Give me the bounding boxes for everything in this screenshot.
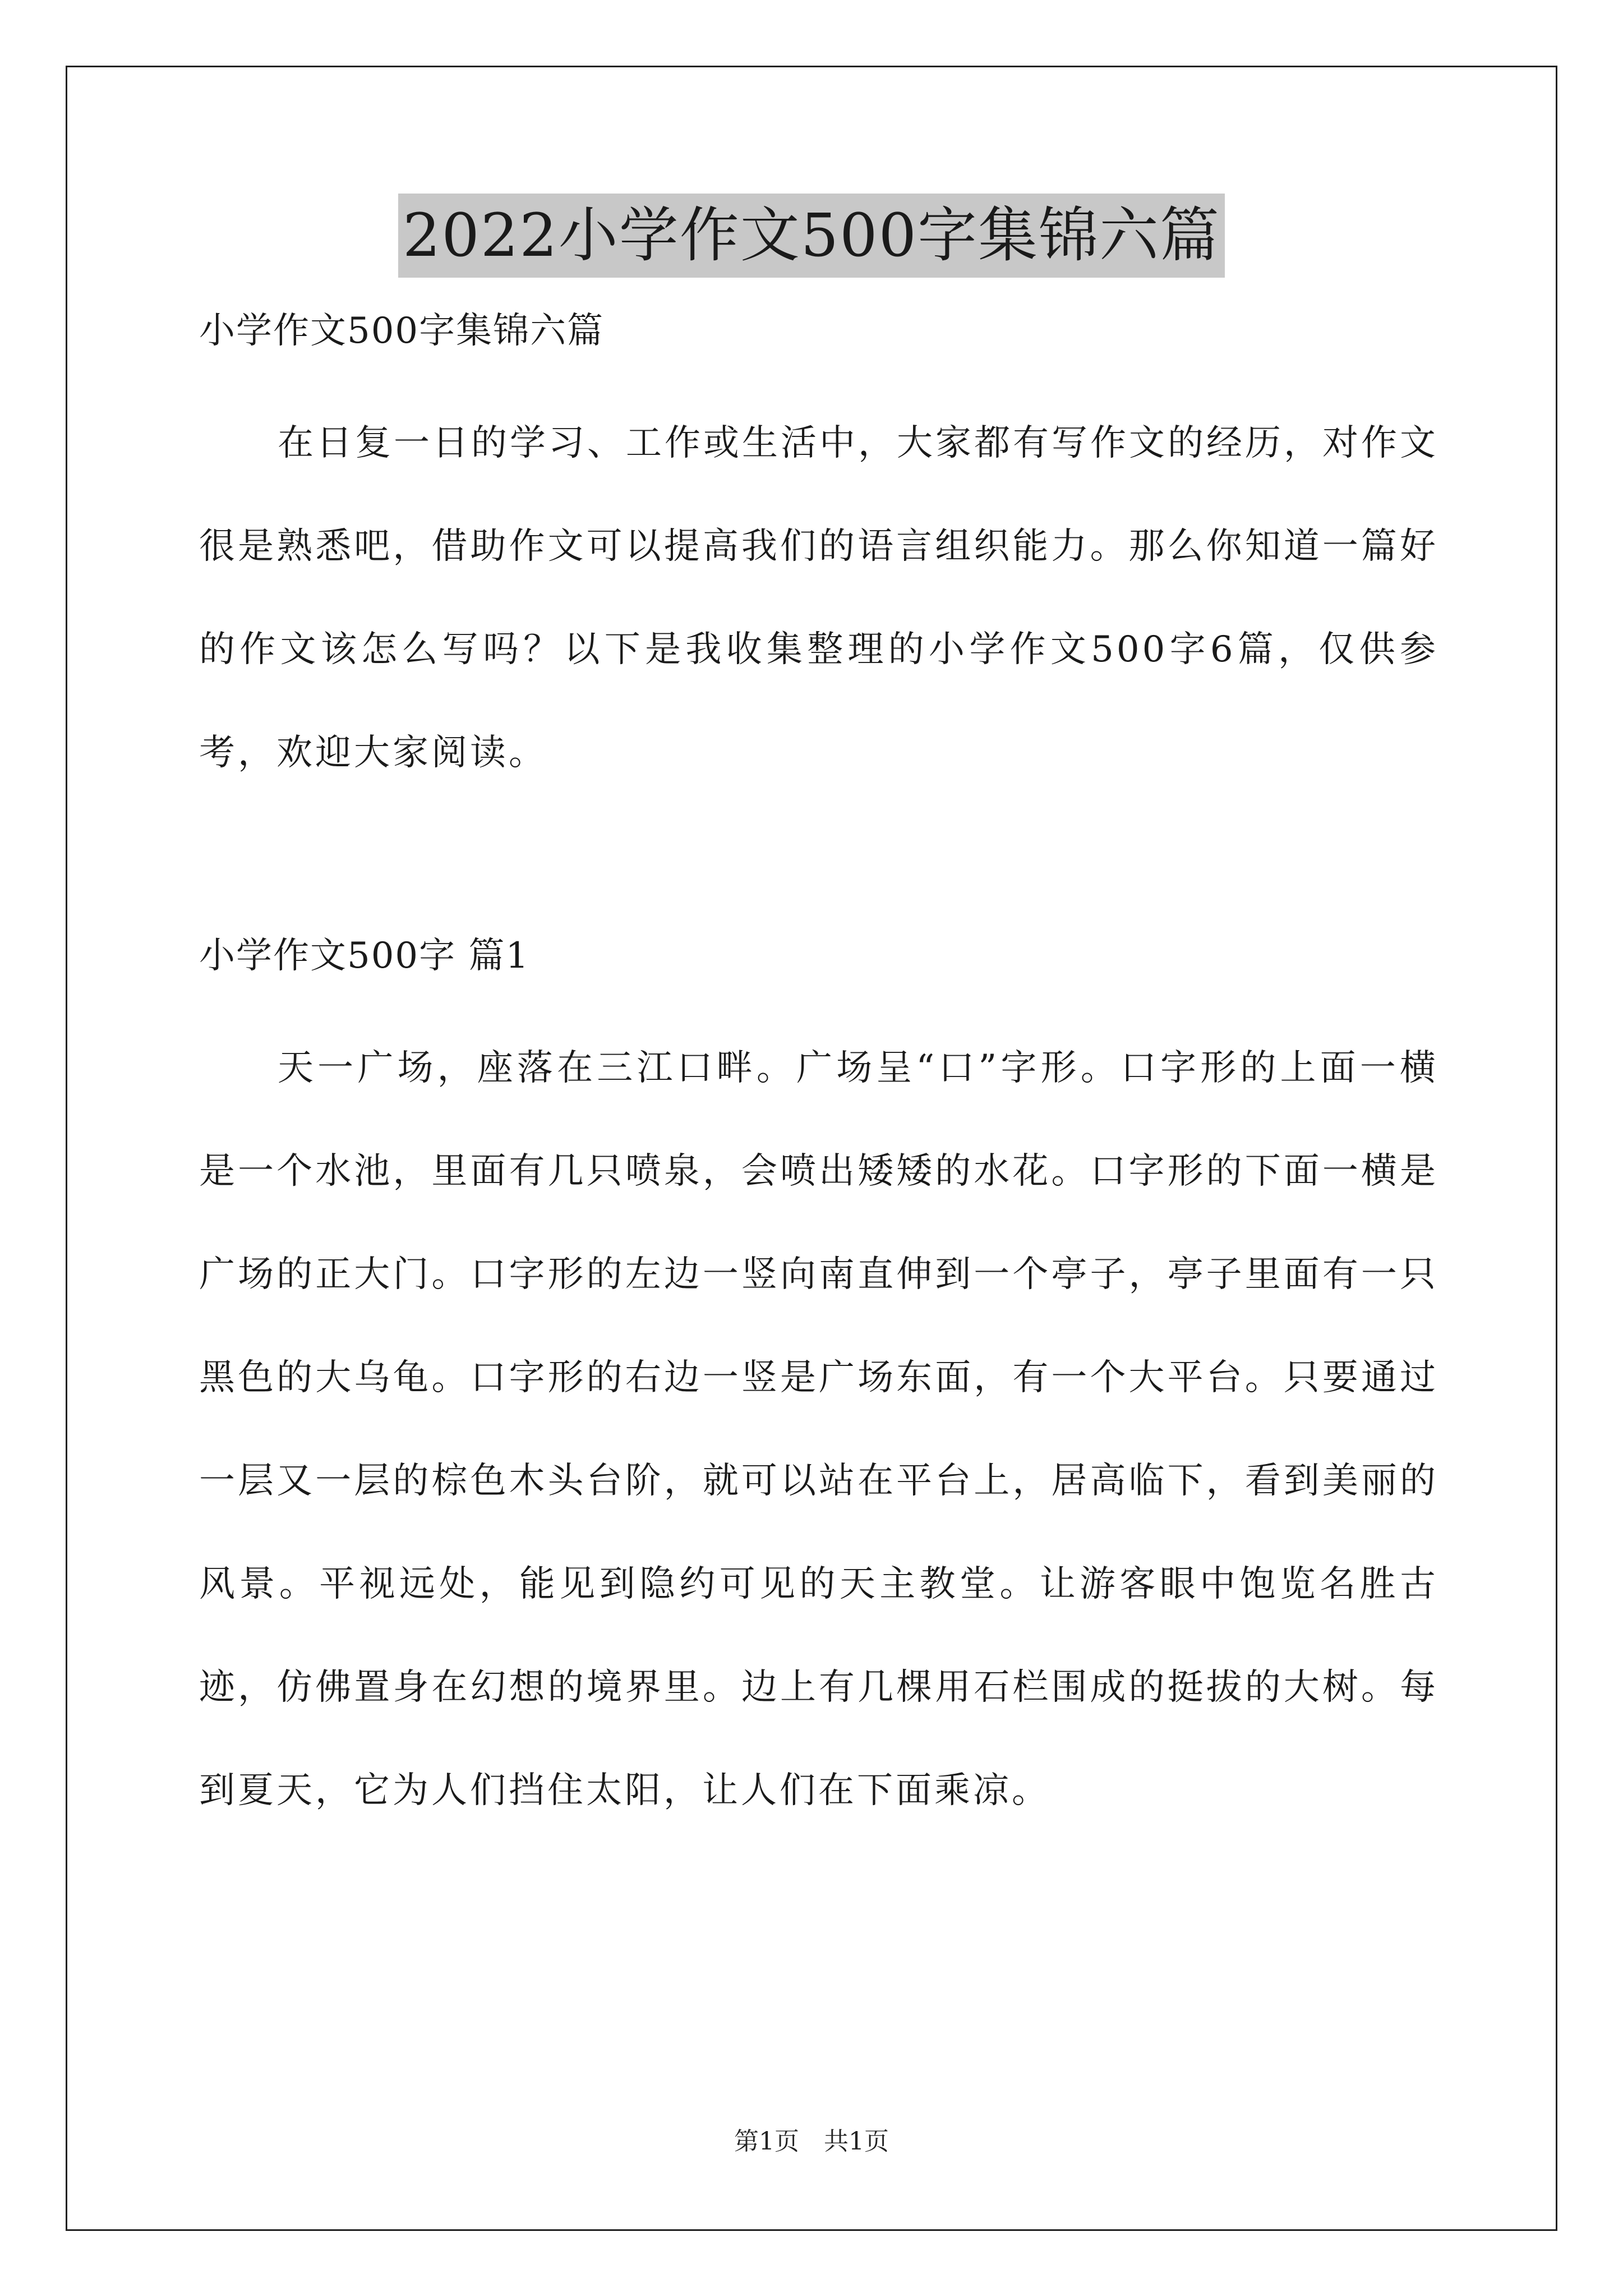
document-body [199,303,1438,1842]
document-title: 2022小学作文500字集锦六篇 [398,194,1225,278]
page-footer [0,2125,1623,2159]
section-heading: 小学作文500字 篇1 [199,935,530,977]
page-number-current: 第1页 [734,2127,799,2156]
page-number-total: 共1页 [824,2127,889,2156]
title-container [0,194,1623,278]
section-paragraph: 天一广场，座落在三江口畔。广场呈“口”字形。口字形的上面一横是一个水池，里面有几只喷泉，会喷出矮矮的水花。口字形的下面一横是广场的正大门。口字形的左边一竖向南直伸到一个亭子，亭子里面有一只黑色的大乌龟。口字形的右边一竖是广场东面，有一个大平台。只要通过一层又一层的棕色木头台阶，就可以站在平台上，居高临下，看到美丽的风景。平视远处，能见到隐约可见的天主教堂。让游客眼中饱览名胜古迹，仿佛置身在幻想的境界里。边上有几棵用石栏围成的挺拔的大树。每到夏天，它为人们挡住太阳，让人们在下面乘凉。 [199,1047,1438,1811]
intro-paragraph: 在日复一日的学习、工作或生活中，大家都有写作文的经历，对作文很是熟悉吧，借助作文可以提高我们的语言组织能力。那么你知道一篇好的作文该怎么写吗？以下是我收集整理的小学作文500字6篇，仅供参考，欢迎大家阅读。 [199,422,1438,774]
document-subtitle: 小学作文500字集锦六篇 [199,310,605,352]
